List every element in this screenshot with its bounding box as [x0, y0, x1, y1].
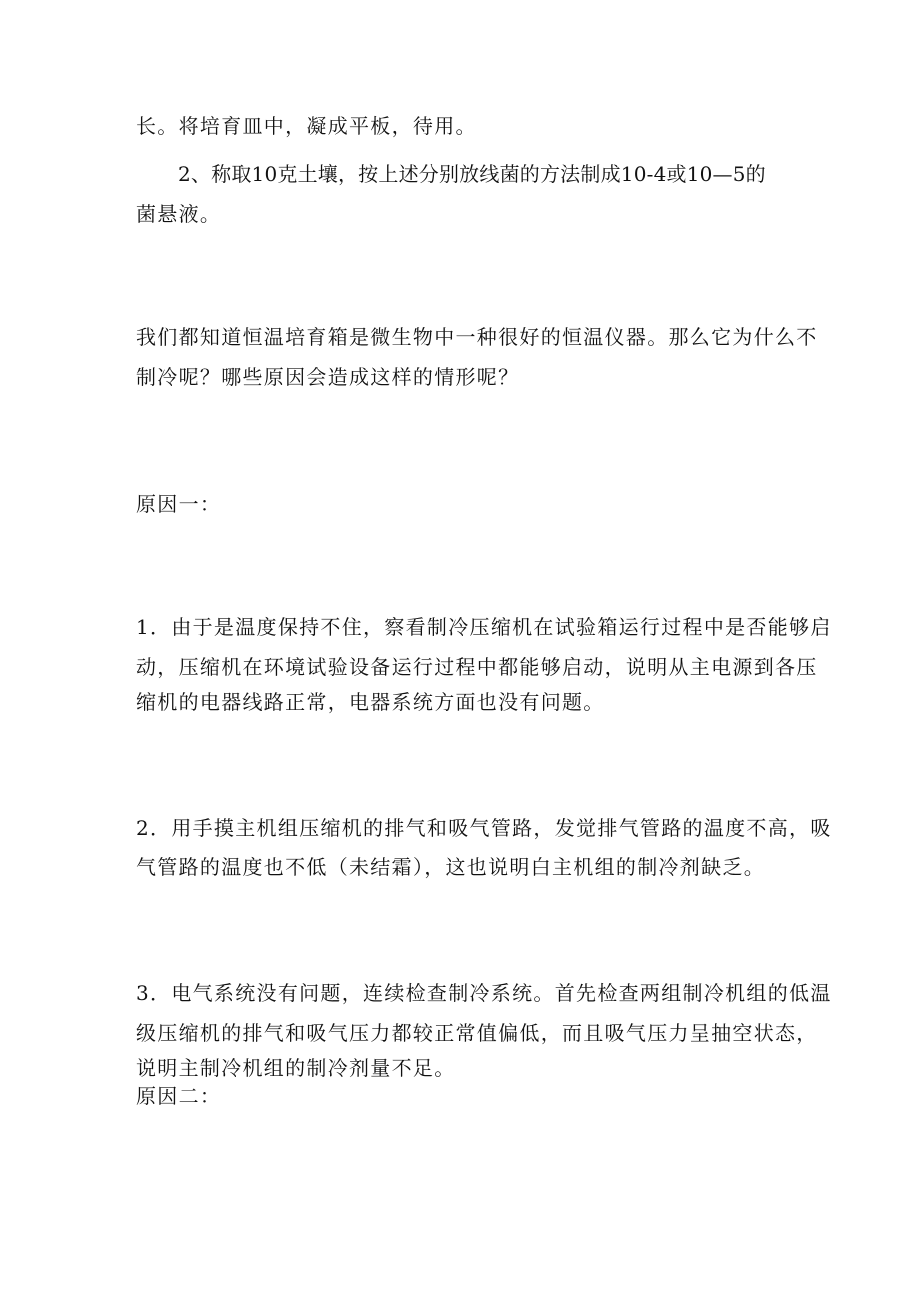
section-heading: 原因一：	[136, 492, 222, 516]
paragraph-line: 3．电气系统没有问题，连续检查制冷系统。首先检查两组制冷机组的低温	[136, 981, 832, 1005]
paragraph-line: 制冷呢？哪些原因会造成这样的情形呢？	[136, 365, 520, 389]
paragraph-line: 动，压缩机在环境试验设备运行过程中都能够启动，说明从主电源到各压	[136, 655, 818, 679]
paragraph-line: 2．用手摸主机组压缩机的排气和吸气管路，发觉排气管路的温度不高，吸	[136, 816, 832, 840]
section-heading: 原因二：	[136, 1084, 222, 1108]
paragraph-line: 气管路的温度也不低（未结霜），这也说明白主机组的制冷剂缺乏。	[136, 855, 765, 879]
paragraph-line: 长。将培育皿中，凝成平板，待用。	[136, 114, 477, 138]
paragraph-line: 说明主制冷机组的制冷剂量不足。	[136, 1056, 456, 1080]
paragraph-line: 我们都知道恒温培育箱是微生物中一种很好的恒温仪器。那么它为什么不	[136, 325, 818, 349]
paragraph-line: 级压缩机的排气和吸气压力都较正常值偏低，而且吸气压力呈抽空状态，	[136, 1021, 818, 1045]
paragraph-line: 菌悬液。	[136, 202, 222, 226]
paragraph-line: 缩机的电器线路正常，电器系统方面也没有问题。	[136, 690, 605, 714]
paragraph-line: 1．由于是温度保持不住，察看制冷压缩机在试验箱运行过程中是否能够启	[136, 615, 832, 639]
paragraph-line: 2、称取10克土壤，按上述分别放线菌的方法制成10-4或10—5的	[178, 162, 766, 186]
